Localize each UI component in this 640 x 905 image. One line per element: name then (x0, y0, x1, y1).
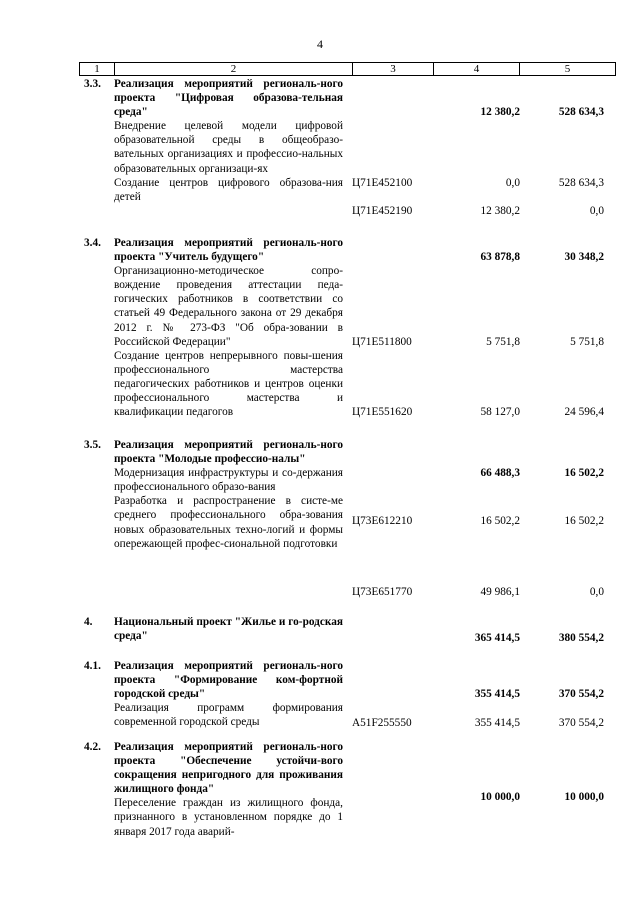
total-col5: 10 000,0 (564, 791, 604, 803)
total-col4: 63 878,8 (480, 251, 520, 263)
value-col5: 370 554,2 (558, 717, 604, 729)
table-header (79, 62, 616, 76)
total-col5: 528 634,3 (558, 106, 604, 118)
row-title: Реализация мероприятий региональ-ного проекта "Формирование ком-фортной городской среды" (114, 660, 343, 701)
row-number: 3.5. (84, 439, 101, 451)
row-text (114, 740, 343, 839)
total-col4: 355 414,5 (474, 688, 520, 700)
row-text (114, 659, 343, 729)
value-col4: 49 986,1 (480, 586, 520, 598)
value-col4: 12 380,2 (480, 205, 520, 217)
header-col-2: 2 (230, 63, 237, 75)
header-col-3: 3 (390, 63, 396, 75)
item-text: Создание центров цифрового образова-ния детей (114, 176, 343, 203)
value-col4: 16 502,2 (480, 515, 520, 527)
budget-code: Ц73Е612210 (352, 515, 413, 527)
row-number: 4.1. (84, 660, 101, 672)
item-text: Реализация программ формирования современной городской среды (114, 702, 343, 729)
row-number: 3.3. (84, 78, 101, 90)
row-title: Реализация мероприятий региональ-ного проекта "Молодые профессио-налы" (114, 439, 343, 466)
total-col5: 370 554,2 (558, 688, 604, 700)
value-col5: 16 502,2 (564, 515, 604, 527)
header-col-5: 5 (564, 63, 571, 75)
row-title: Национальный проект "Жилье и го-родская среда" (114, 616, 343, 643)
row-text (114, 77, 343, 204)
row-number: 4.2. (84, 741, 101, 753)
row-number: 4. (84, 616, 93, 628)
row-number: 3.4. (84, 237, 101, 249)
header-col-4: 4 (473, 63, 480, 75)
value-col4: 5 751,8 (486, 336, 520, 348)
header-col-1: 1 (94, 63, 100, 75)
item-text: Модернизация инфраструктуры и со-держания профессионального образо-вания (114, 467, 343, 494)
item-text: Создание центров непрерывного повы-шения профессионального мастерства педагогических работников и центров оценки профессионального мастерства и квалификации педагогов (114, 349, 343, 419)
total-col5: 380 554,2 (558, 632, 604, 644)
value-col5: 528 634,3 (558, 177, 604, 189)
row-title: Реализация мероприятий региональ-ного проекта "Учитель будущего" (114, 237, 343, 264)
total-col4: 365 414,5 (474, 632, 520, 644)
item-text: Переселение граждан из жилищного фонда, признанного в установленном порядке до 1 января 2017 года аварий- (114, 797, 343, 838)
budget-code: Ц71Е511800 (352, 336, 412, 348)
item-text: Разработка и распространение в систе-ме среднего профессионального обра-зования новых образовательных техно-логий и формы опережающей профес-сиональной подготовки (114, 495, 343, 550)
item-text: Внедрение целевой модели цифровой образовательной среды в общеобразо-вательных организациях и профессио-нальных образовательных организаци-ях (114, 120, 343, 175)
total-col4: 12 380,2 (480, 106, 520, 118)
value-col5: 24 596,4 (564, 406, 604, 418)
row-text (114, 438, 343, 551)
value-col5: 0,0 (589, 205, 604, 217)
budget-code: А51F255550 (352, 717, 412, 729)
value-col4: 58 127,0 (480, 406, 520, 418)
value-col5: 5 751,8 (570, 336, 604, 348)
total-col4: 10 000,0 (480, 791, 520, 803)
budget-code: Ц71Е452190 (352, 205, 413, 217)
budget-code: Ц71Е452100 (352, 177, 413, 189)
value-col4: 0,0 (505, 177, 520, 189)
total-col5: 16 502,2 (564, 467, 604, 479)
row-title: Реализация мероприятий региональ-ного проекта "Обеспечение устойчи-вого сокращения непригодного для проживания жилищного фонда" (114, 741, 343, 796)
budget-code: Ц71Е551620 (352, 406, 413, 418)
total-col4: 66 488,3 (480, 467, 520, 479)
value-col4: 355 414,5 (474, 717, 520, 729)
value-col5: 0,0 (589, 586, 604, 598)
budget-code: Ц73Е651770 (352, 586, 413, 598)
page-number: 4 (317, 37, 323, 51)
row-text (114, 615, 343, 643)
row-title: Реализация мероприятий региональ-ного проекта "Цифровая образова-тельная среда" (114, 78, 343, 119)
item-text: Организационно-методическое сопро-вождение проведения аттестации педа-гогических работников в соответствии со статьей 49 Федерального закона от 29 декабря 2012 г. № 273-ФЗ "Об обра-зовании в Российской Федерации" (114, 265, 343, 348)
total-col5: 30 348,2 (564, 251, 604, 263)
row-text (114, 236, 343, 419)
